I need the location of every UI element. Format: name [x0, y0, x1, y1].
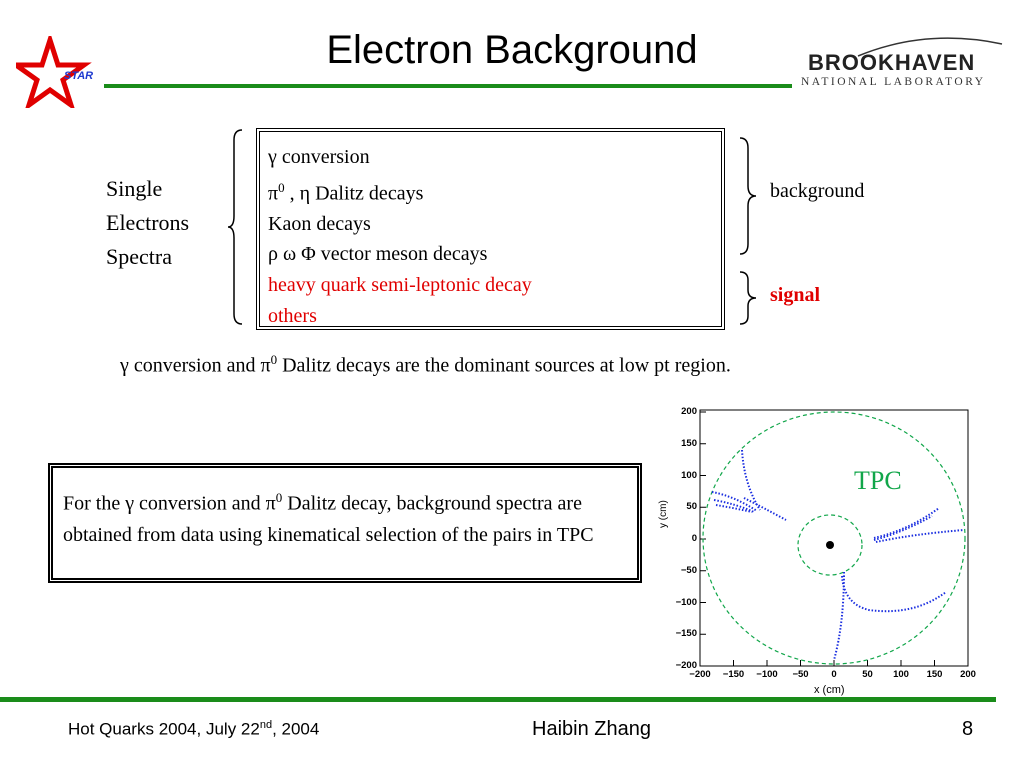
y-tick-label: 200: [681, 406, 697, 417]
y-axis-label: y (cm): [658, 500, 669, 528]
footer-conference: [68, 719, 319, 740]
source-kaon-decays: Kaon decays: [268, 212, 371, 235]
bnl-logo-main: BROOKHAVEN: [808, 50, 976, 75]
tpc-plot-svg: [664, 404, 984, 698]
y-tick-label: −100: [675, 596, 697, 608]
y-tick-label: −50: [680, 564, 697, 576]
background-label: background: [770, 180, 865, 202]
footer-conference-text: Hot Quarks 2004, July 22: [68, 719, 260, 739]
source-others: others: [268, 304, 317, 327]
slide-title: Electron Background: [326, 28, 698, 72]
x-tick-label: 200: [960, 669, 976, 680]
dominant-sources-statement: γ conversion and $\pi^0$ Dalitz decays are the dominant sources at low pt region.: [120, 352, 731, 377]
footer-page-number: 8: [962, 718, 974, 740]
x-tick-label: 150: [926, 669, 943, 680]
vertex-dot: [826, 541, 834, 549]
background-brace-icon: [738, 136, 758, 256]
method-note-text: For the γ conversion and $\pi^0$ Dalitz decay, background spectra are obtained from data using kinematical selection of the pairs in TPC: [63, 490, 594, 546]
y-tick-label: 50: [686, 501, 697, 513]
label-line-2: Electrons: [106, 210, 190, 235]
footer-conference-year: , 2004: [272, 719, 320, 739]
y-tick-label: −150: [675, 628, 697, 640]
x-tick-label: −200: [689, 669, 711, 680]
footer-author: Haibin Zhang: [532, 718, 651, 740]
footer-conference-sup: nd: [259, 719, 273, 731]
source-vector-meson: ρ ω Φ vector meson decays: [268, 243, 488, 266]
bnl-logo-swoosh: [856, 34, 1006, 58]
x-tick-label: −50: [792, 669, 809, 680]
single-electrons-label: [106, 172, 189, 274]
source-gamma-conversion: γ conversion: [268, 146, 370, 168]
sources-box: [256, 128, 725, 330]
x-axis-label: x (cm): [814, 684, 845, 696]
bnl-logo-sub: NATIONAL LABORATORY: [801, 76, 986, 88]
star-logo-text: STAR: [64, 70, 94, 82]
y-tick-label: −200: [675, 660, 697, 671]
tpc-event-display: [658, 404, 984, 698]
header-divider: [104, 84, 792, 88]
tpc-label: TPC: [854, 466, 902, 495]
x-tick-label: −100: [756, 669, 778, 680]
y-tick-label: 150: [681, 437, 697, 449]
source-pi0-eta-dalitz: $\pi^0$ , η Dalitz decays: [268, 179, 424, 205]
method-note-box: [48, 463, 642, 583]
x-tick-label: 50: [862, 669, 873, 680]
source-heavy-quark: heavy quark semi-leptonic decay: [268, 274, 532, 297]
x-tick-label: −150: [722, 669, 745, 680]
label-line-3: Spectra: [106, 244, 172, 269]
x-tick-label: 0: [831, 669, 837, 680]
signal-brace-icon: [738, 270, 758, 326]
label-line-1: Single: [106, 176, 163, 201]
footer-divider: [0, 697, 996, 702]
x-tick-label: 100: [893, 669, 909, 680]
left-brace-icon: [226, 128, 244, 326]
signal-label: signal: [770, 284, 821, 306]
y-tick-label: 0: [691, 533, 697, 544]
y-tick-label: 100: [681, 469, 697, 481]
